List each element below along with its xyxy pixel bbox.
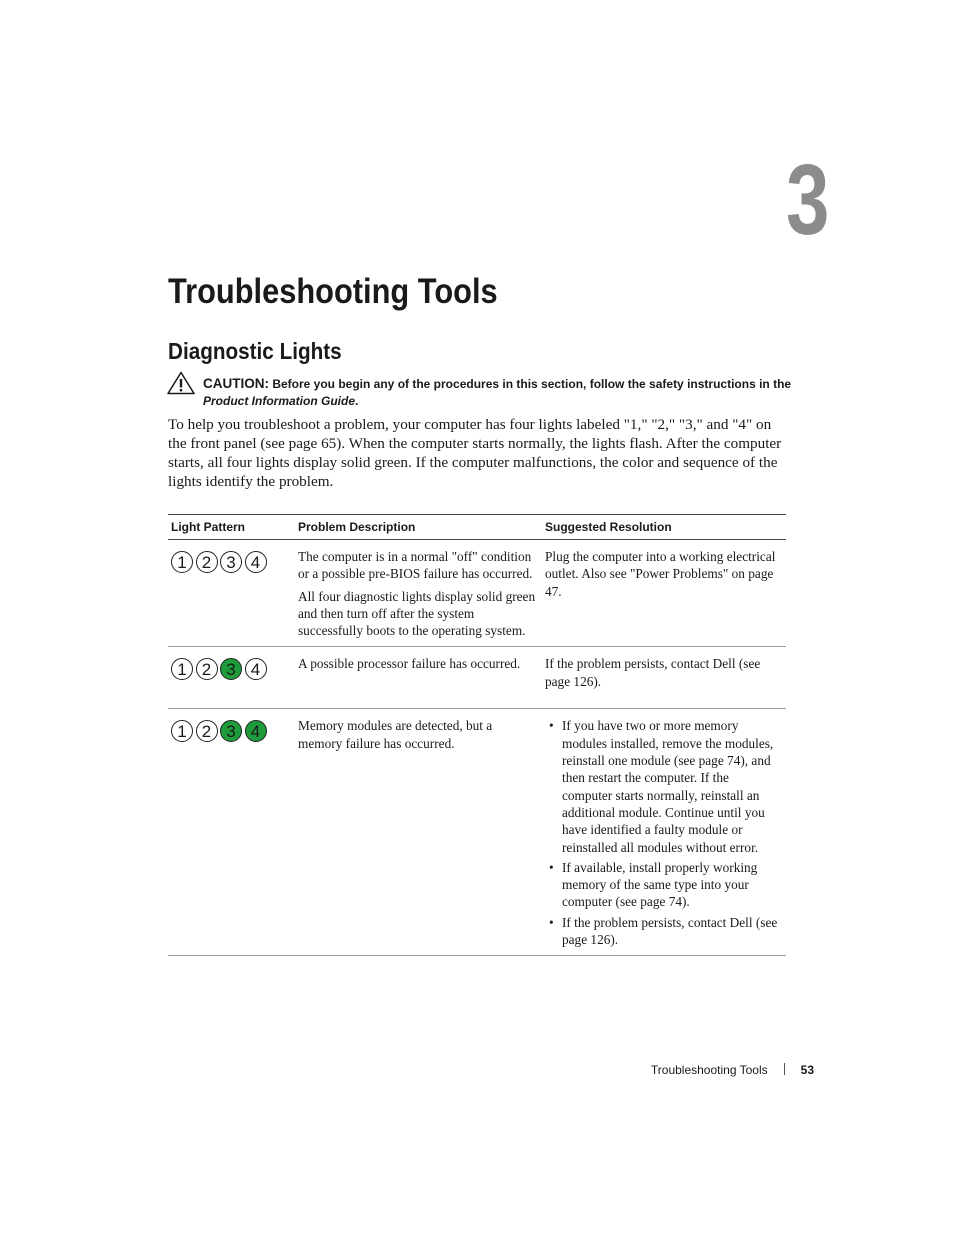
caution-guide-title: Product Information Guide bbox=[203, 394, 355, 408]
light-pattern bbox=[171, 548, 291, 573]
header-problem-description: Problem Description bbox=[295, 515, 542, 540]
problem-description-cell bbox=[295, 709, 542, 956]
list-item: • If you have two or more memory modules installed, remove the modules, reinstall one module (see page 74), and then restart the computer. If the computer starts normally, reinstall an additional module. Continue until you have identified a faulty module or reinstalled all modules without error. bbox=[545, 717, 782, 855]
section-title: Diagnostic Lights bbox=[168, 338, 342, 364]
problem-text: A possible processor failure has occurred. bbox=[298, 656, 521, 672]
caution-end: . bbox=[355, 394, 359, 408]
page-title: Troubleshooting Tools bbox=[168, 272, 498, 311]
problem-text: Memory modules are detected, but a memory failure has occurred. bbox=[298, 718, 493, 751]
list-item: • If the problem persists, contact Dell (see page 126). bbox=[545, 914, 782, 949]
diagnostic-light-4: 4 bbox=[245, 720, 267, 742]
table-row bbox=[168, 540, 786, 647]
diagnostic-lights-table bbox=[168, 514, 786, 956]
diagnostic-light-2: 2 bbox=[196, 551, 218, 573]
chapter-number: 3 bbox=[786, 144, 830, 256]
page-number: 53 bbox=[800, 1063, 814, 1077]
diagnostic-light-1: 1 bbox=[171, 658, 193, 680]
light-pattern-cell bbox=[168, 647, 295, 709]
problem-text: The computer is in a normal "off" condition or a possible pre-BIOS failure has occurred. bbox=[298, 549, 533, 582]
problem-text: All four diagnostic lights display solid green and then turn off after the system successfully boots to the operating system. bbox=[298, 588, 536, 639]
resolution-cell: If the problem persists, contact Dell (see page 126). bbox=[542, 647, 786, 709]
light-pattern-cell bbox=[168, 709, 295, 956]
diagnostic-light-2: 2 bbox=[196, 658, 218, 680]
header-suggested-resolution: Suggested Resolution bbox=[542, 515, 786, 540]
resolution-cell bbox=[542, 709, 786, 956]
diagnostic-light-4: 4 bbox=[245, 658, 267, 680]
diagnostic-light-4: 4 bbox=[245, 551, 267, 573]
diagnostic-light-3: 3 bbox=[220, 658, 242, 680]
diagnostic-light-1: 1 bbox=[171, 720, 193, 742]
problem-description-cell bbox=[295, 540, 542, 647]
list-item: • If available, install properly working memory of the same type into your computer (see page 74). bbox=[545, 859, 782, 911]
diagnostic-light-1: 1 bbox=[171, 551, 193, 573]
header-light-pattern: Light Pattern bbox=[168, 515, 295, 540]
table-header-row bbox=[168, 515, 786, 540]
diagnostic-light-3: 3 bbox=[220, 551, 242, 573]
resolution-list bbox=[545, 717, 782, 948]
diagnostic-light-3: 3 bbox=[220, 720, 242, 742]
caution-label: CAUTION: bbox=[203, 376, 269, 391]
footer-section-title: Troubleshooting Tools bbox=[650, 1063, 768, 1077]
intro-paragraph: To help you troubleshoot a problem, your computer has four lights labeled "1," "2," "3," and "4" on the front panel (see page 65). When the computer starts normally, the lights flash. After the computer starts, all four lights display solid green. If the computer malfunctions, the color and sequence of the lights identify the problem. bbox=[168, 416, 782, 490]
diagnostic-light-2: 2 bbox=[196, 720, 218, 742]
light-pattern bbox=[171, 717, 291, 742]
table-row bbox=[168, 647, 786, 709]
table-row bbox=[168, 709, 786, 956]
page-footer bbox=[600, 1061, 814, 1079]
caution-notice bbox=[203, 375, 823, 410]
resolution-cell: Plug the computer into a working electrical outlet. Also see "Power Problems" on page 47. bbox=[542, 540, 786, 647]
light-pattern bbox=[171, 655, 291, 680]
problem-description-cell bbox=[295, 647, 542, 709]
caution-text: Before you begin any of the procedures in this section, follow the safety instructions in the bbox=[269, 377, 792, 391]
light-pattern-cell bbox=[168, 540, 295, 647]
footer-separator bbox=[784, 1063, 785, 1075]
caution-warning-icon bbox=[167, 371, 195, 395]
